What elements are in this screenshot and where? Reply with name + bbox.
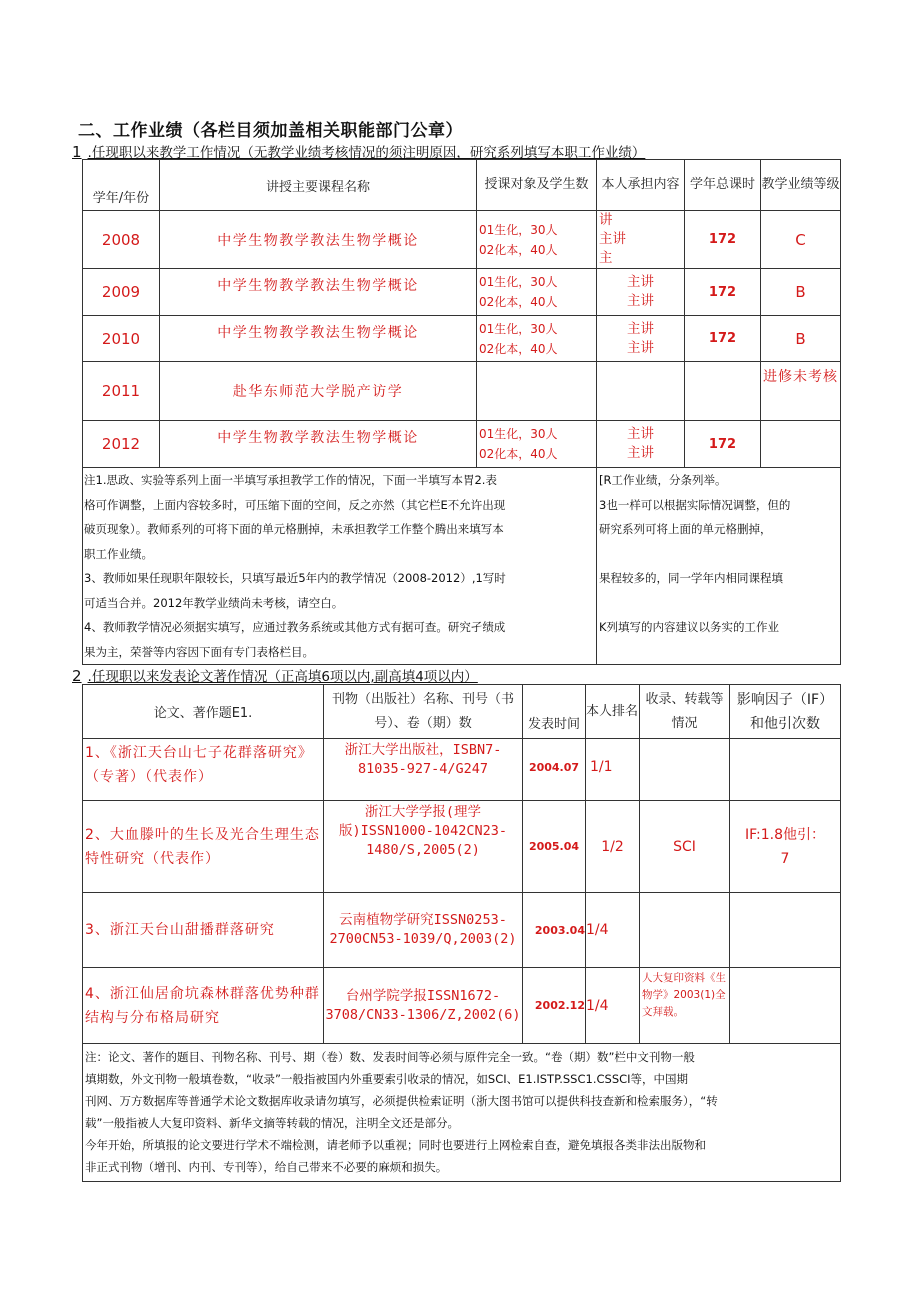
teaching-year: 2011: [83, 362, 160, 421]
note-line: 注：论文、著作的题目、刊物名称、刊号、期（卷）数、发表时间等必须与原件完全一致。“卷（期）数”栏中文刊物一般: [85, 1050, 695, 1064]
teaching-role: 讲 主讲 主: [597, 211, 685, 269]
teaching-grade: [761, 421, 841, 468]
paper-row: [83, 968, 841, 1044]
teaching-audience: [477, 362, 597, 421]
teaching-role: 主讲 主讲: [597, 316, 685, 362]
header-hours: 学年总课时: [685, 160, 761, 211]
note-line: [R工作业绩，分条列举。: [599, 473, 727, 487]
teaching-subheading: [72, 141, 645, 161]
teaching-course: 中学生物教学教法生物学概论: [160, 269, 477, 316]
papers-subheading: [72, 665, 478, 685]
papers-subheading-text: .任现职以来发表论文著作情况（正高填6项以内,副高填4项以内）: [87, 669, 478, 685]
teaching-role: 主讲 主讲: [597, 269, 685, 316]
audience-line-2: 02化本，40人: [479, 341, 558, 356]
teaching-year: 2012: [83, 421, 160, 468]
note-line: K列填写的内容建议以务实的工作业: [599, 620, 780, 634]
note-line: 刊网、万方数据库等普通学术论文数据库收录请勿填写，必须提供检索证明（浙大图书馆可以提供科技查新和检索服务），“转: [85, 1094, 718, 1108]
teaching-row: [83, 316, 841, 362]
paper-row: [83, 893, 841, 968]
teaching-year: 2008: [83, 211, 160, 269]
paper-journal: 云南植物学研究ISSN0253-2700CN53-1039/Q,2003(2): [324, 893, 523, 968]
teaching-hours: 172: [685, 421, 761, 468]
note-line: 破页现象）。教师系列的可将下面的单元格删掉，未承担教学工作整个腾出来填写本: [84, 522, 504, 536]
papers-note-row: [83, 1044, 841, 1182]
note-line: [599, 542, 840, 567]
audience-line-1: 01生化，30人: [479, 222, 558, 237]
teaching-grade: B: [761, 316, 841, 362]
teaching-hours: 172: [685, 269, 761, 316]
paper-row: [83, 739, 841, 801]
teaching-grade: 进修未考核: [761, 362, 841, 421]
audience-line-2: 02化本，40人: [479, 447, 558, 461]
teaching-table: [82, 159, 841, 665]
paper-date: 2004.07: [523, 739, 586, 801]
teaching-audience: [477, 269, 597, 316]
teaching-row: [83, 211, 841, 269]
note-line: [599, 591, 840, 616]
note-line: 3也一样可以根据实际情况调整，但的: [599, 497, 791, 512]
teaching-row: [83, 362, 841, 421]
teaching-year: 2010: [83, 316, 160, 362]
paper-title: 1、《浙江天台山七子花群落研究》（专著）（代表作）: [83, 739, 324, 801]
teaching-role: [597, 362, 685, 421]
teaching-note-left: [83, 468, 597, 665]
paper-date: 2005.04: [523, 801, 586, 893]
teaching-course: 中学生物教学教法生物学概论: [160, 211, 477, 269]
teaching-subheading-text: .任现职以来教学工作情况（无教学业绩考核情况的须注明原因，研究系列填写本职工作业绩）: [87, 145, 646, 161]
teaching-grade: C: [761, 211, 841, 269]
note-line: 格可作调整，上面内容较多时，可压缩下面的空间，反之亦然（其它栏E不允许出现: [84, 497, 506, 512]
note-line: 职工作业绩。: [84, 546, 153, 561]
teaching-row: [83, 269, 841, 316]
paper-indexed: 人大复印资料《生物学》2003(1)全文拜载。: [640, 968, 730, 1044]
note-line: 果为主，荣誉等内容因下面有专门表格栏目。: [84, 644, 314, 659]
header-paper-title: 论文、著作题E1.: [83, 685, 324, 739]
paper-journal: 台州学院学报ISSN1672-3708/CN33-1306/Z,2002(6): [324, 968, 523, 1044]
header-rank: 本人排名: [586, 685, 640, 739]
audience-line-2: 02化本，40人: [479, 295, 558, 309]
paper-impact: [730, 893, 841, 968]
papers-table: [82, 684, 841, 1182]
section-title: 二、工作业绩（各栏目须加盖相关职能部门公章）: [78, 121, 463, 141]
teaching-subheading-number: 1: [72, 143, 82, 161]
note-line: 研究系列可将上面的单元格删掉，: [599, 522, 772, 536]
paper-date: 2003.04: [523, 893, 586, 968]
teaching-hours: [685, 362, 761, 421]
teaching-row: [83, 421, 841, 468]
teaching-header-row: [83, 160, 841, 211]
teaching-course: 中学生物教学教法生物学概论: [160, 316, 477, 362]
teaching-grade: B: [761, 269, 841, 316]
audience-line-2: 02化本，40人: [479, 242, 558, 257]
papers-header-row: [83, 685, 841, 739]
note-line: 非正式刊物（增刊、内刊、专刊等），给自己带来不必要的麻烦和损失。: [85, 1160, 448, 1174]
audience-line-1: 01生化，30人: [479, 427, 558, 441]
teaching-course: 赴华东师范大学脱产访学: [160, 362, 477, 421]
teaching-note-row: [83, 468, 841, 665]
paper-title: 3、浙江天台山甜播群落研究: [83, 893, 324, 968]
note-line: 填期数，外文刊物一般填卷数，“收录”一般指被国内外重要索引收录的情况，如SCI、E1.ISTP.SSC1.CSSCI等，中国期: [85, 1072, 689, 1086]
paper-impact: [730, 739, 841, 801]
papers-note: [83, 1044, 841, 1182]
teaching-hours: 172: [685, 211, 761, 269]
teaching-course: 中学生物教学教法生物学概论: [160, 421, 477, 468]
header-indexed: 收录、转载等情况: [640, 685, 730, 739]
header-journal: 刊物（出版社）名称、刊号（书号）、卷（期）数: [324, 685, 523, 739]
header-date: 发表时间: [523, 685, 586, 739]
paper-impact: IF:1.8他引：7: [730, 801, 841, 893]
paper-title: 2、大血滕叶的生长及光合生理生态特性研究（代表作）: [83, 801, 324, 893]
header-impact: 影响因子（IF）和他引次数: [730, 685, 841, 739]
note-line: 今年开始，所填报的论文要进行学术不端检测，请老师予以重视；同时也要进行上网检索自查，避免填报各类非法出版物和: [85, 1138, 706, 1152]
note-line: 4、教师教学情况必须据实填写，应通过教务系统或其他方式有据可查。研究孑绩成: [84, 620, 506, 634]
papers-subheading-number: 2: [72, 667, 82, 685]
paper-rank: 1/2: [586, 801, 640, 893]
teaching-audience: [477, 211, 597, 269]
note-line: 载”一般指被人大复印资料、新华文摘等转载的情况，注明全文还是部分。: [85, 1116, 459, 1130]
teaching-role: 主讲 主讲: [597, 421, 685, 468]
header-year: 学年/年份: [83, 160, 160, 211]
paper-rank: 1/1: [586, 739, 640, 801]
paper-indexed: [640, 739, 730, 801]
header-role: 本人承担内容: [597, 160, 685, 211]
paper-date: 2002.12: [523, 968, 586, 1044]
paper-indexed: [640, 893, 730, 968]
paper-rank: 1/4: [586, 968, 640, 1044]
header-audience: 授课对象及学生数: [477, 160, 597, 211]
paper-journal: 浙江大学学报(理学版)ISSN1000-1042CN23-1480/S,2005(2): [324, 801, 523, 893]
teaching-audience: [477, 316, 597, 362]
paper-indexed: SCI: [640, 801, 730, 893]
teaching-audience: [477, 421, 597, 468]
note-line: 果程较多的，同一学年内相同课程填: [599, 571, 783, 585]
paper-title: 4、浙江仙居俞坑森林群落优势种群结构与分布格局研究: [83, 968, 324, 1044]
header-grade: 教学业绩等级: [761, 160, 841, 211]
header-course: 讲授主要课程名称: [160, 160, 477, 211]
teaching-hours: 172: [685, 316, 761, 362]
paper-impact: [730, 968, 841, 1044]
audience-line-1: 01生化，30人: [479, 275, 558, 289]
note-line: 3、教师如果任现职年限较长，只填写最近5年内的教学情况（2008-2012）,1写时: [84, 571, 506, 585]
teaching-note-right: [597, 468, 841, 665]
paper-journal: 浙江大学出版社，ISBN7-81035-927-4/G247: [324, 739, 523, 801]
audience-line-1: 01生化，30人: [479, 321, 558, 336]
note-line: 注1.思政、实验等系列上面一半填写承担教学工作的情况，下面一半填写本胃2.表: [84, 473, 497, 487]
note-line: 可适当合并。2012年教学业绩尚未考核，请空白。: [84, 595, 344, 610]
paper-rank: 1/4: [586, 893, 640, 968]
teaching-year: 2009: [83, 269, 160, 316]
paper-row: [83, 801, 841, 893]
